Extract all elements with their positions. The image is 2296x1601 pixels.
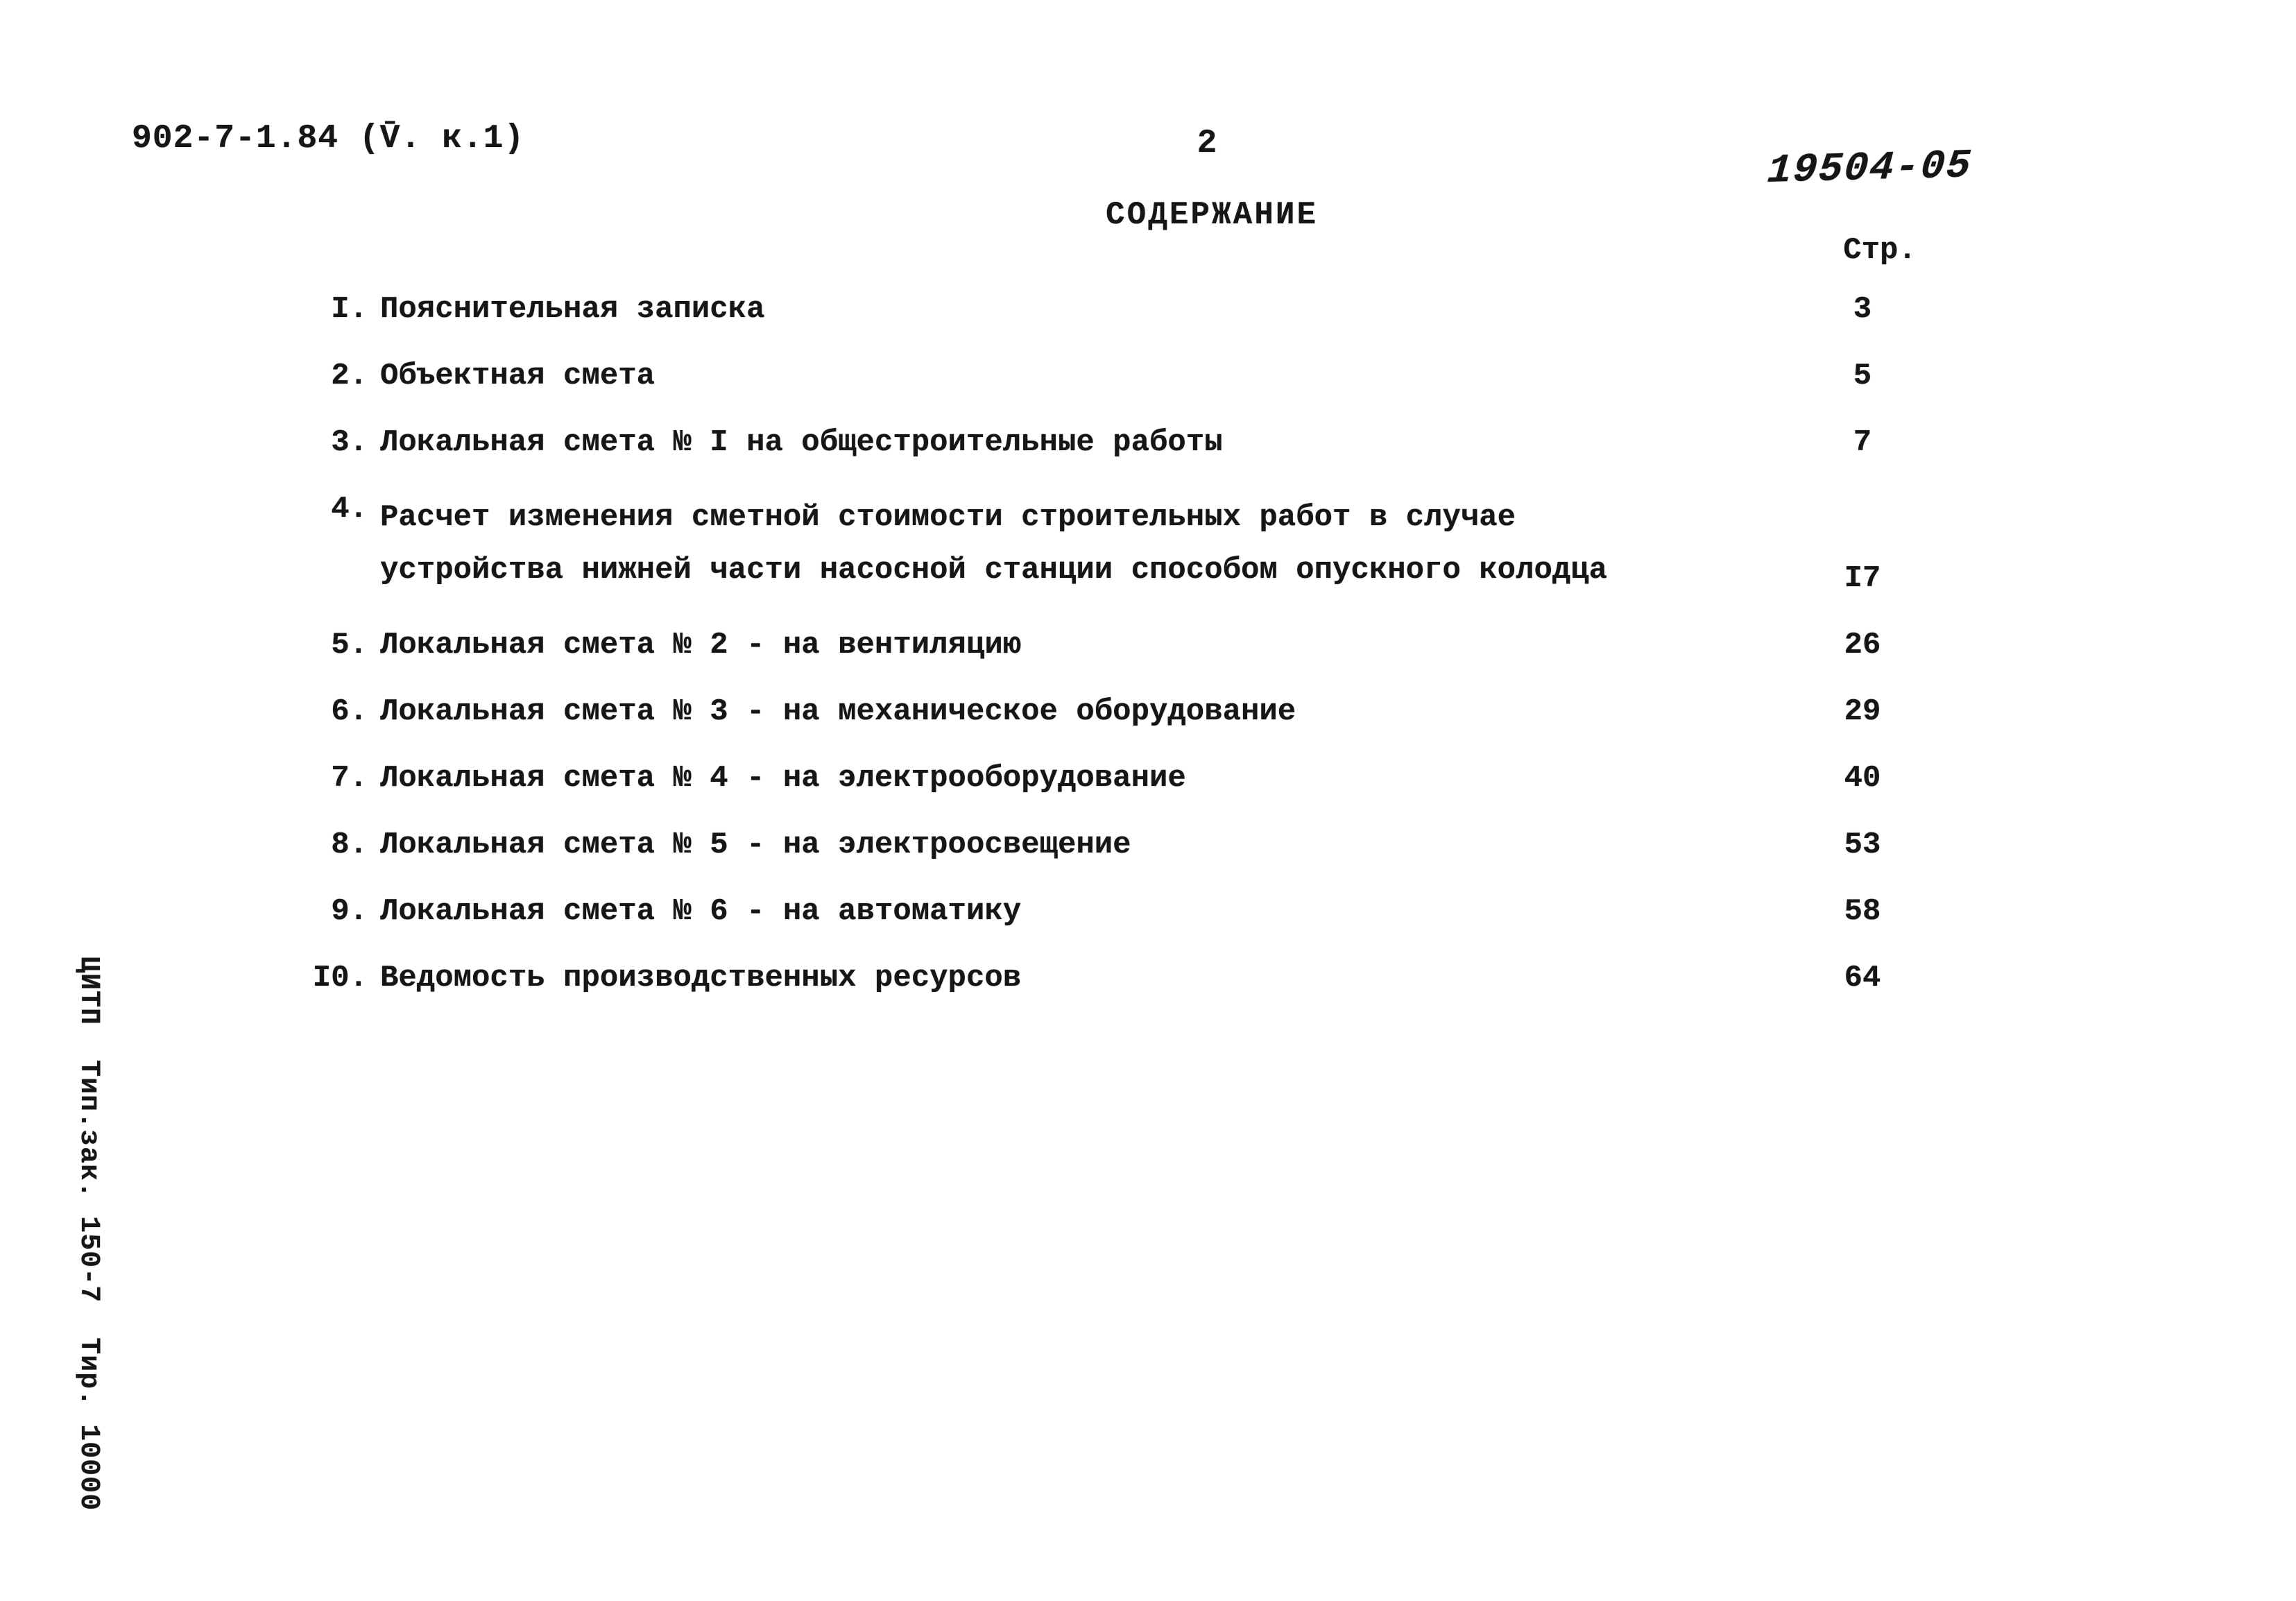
handwritten-code: 19504-05: [1765, 144, 1974, 194]
toc-item-number: I.: [331, 292, 368, 327]
toc-row: [298, 425, 1914, 461]
toc-item-number: I0.: [312, 961, 368, 995]
toc-row: [298, 358, 1914, 394]
toc-item-title-line: Локальная смета № 5 - на электроосвещение: [380, 828, 1131, 862]
toc-item-number: 2.: [331, 359, 368, 393]
toc-item-title: [380, 960, 1810, 996]
toc-item-title: [380, 491, 1810, 597]
page-number: 2: [1197, 125, 1217, 162]
toc-item-title: [380, 627, 1810, 663]
toc-item-page: 58: [1844, 894, 1881, 929]
toc-item-title: [380, 694, 1810, 730]
toc-row: [298, 893, 1914, 930]
toc-row: [298, 627, 1914, 663]
toc-item-page: 29: [1844, 694, 1881, 729]
toc-row: [298, 291, 1914, 327]
toc-item-title-line: Расчет изменения сметной стоимости строительных работ в случае: [380, 500, 1516, 535]
toc-item-title-line: Пояснительная записка: [380, 292, 765, 327]
toc-item-title-line: Локальная смета № I на общестроительные работы: [380, 425, 1223, 460]
toc-item-page: 53: [1844, 828, 1881, 862]
toc-item-title-line: Локальная смета № 6 - на автоматику: [380, 894, 1022, 929]
toc-row: [298, 827, 1914, 863]
toc-item-page: 26: [1844, 628, 1881, 662]
toc-item-number: 6.: [331, 694, 368, 729]
toc-item-number: 5.: [331, 628, 368, 662]
page-column-header: Стр.: [1843, 233, 1917, 268]
toc-item-title-line: Объектная смета: [380, 359, 656, 393]
toc-item-title: [380, 893, 1810, 930]
toc-item-title: [380, 827, 1810, 863]
doc-number: 902-7-1.84 (V̄. к.1): [132, 120, 525, 157]
toc-item-title: [380, 760, 1810, 796]
toc-row: [298, 760, 1914, 796]
toc-item-page: 5: [1853, 359, 1872, 393]
toc-item-title-line: Ведомость производственных ресурсов: [380, 961, 1022, 995]
toc-row: [298, 491, 1914, 597]
toc-item-number: 8.: [331, 828, 368, 862]
toc-item-page: 7: [1853, 425, 1872, 460]
toc-item-page: 64: [1844, 961, 1881, 995]
toc-item-title-line: Локальная смета № 2 - на вентиляцию: [380, 628, 1022, 662]
page-title: СОДЕРЖАНИЕ: [1106, 197, 1319, 233]
toc-item-title-line: Локальная смета № 3 - на механическое оборудование: [380, 694, 1296, 729]
toc-item-title: [380, 291, 1810, 327]
toc-row: [298, 960, 1914, 996]
toc-item-number: 7.: [331, 761, 368, 796]
toc-list: [298, 291, 1914, 1027]
toc-item-number: 9.: [331, 894, 368, 929]
toc-item-number: 3.: [331, 425, 368, 460]
toc-item-title: [380, 425, 1810, 461]
print-imprint: ЦИТП Тип.зак. 150-7 Тир. 10000: [73, 956, 104, 1512]
toc-item-number: 4.: [331, 492, 368, 526]
toc-row: [298, 694, 1914, 730]
toc-item-title-line: устройства нижней части насосной станции способом опускного колодца: [380, 553, 1608, 588]
toc-item-page: 3: [1853, 292, 1872, 327]
toc-item-title: [380, 358, 1810, 394]
toc-item-page: 40: [1844, 761, 1881, 796]
toc-item-page: I7: [1844, 561, 1881, 596]
toc-item-title-line: Локальная смета № 4 - на электрооборудование: [380, 761, 1186, 796]
